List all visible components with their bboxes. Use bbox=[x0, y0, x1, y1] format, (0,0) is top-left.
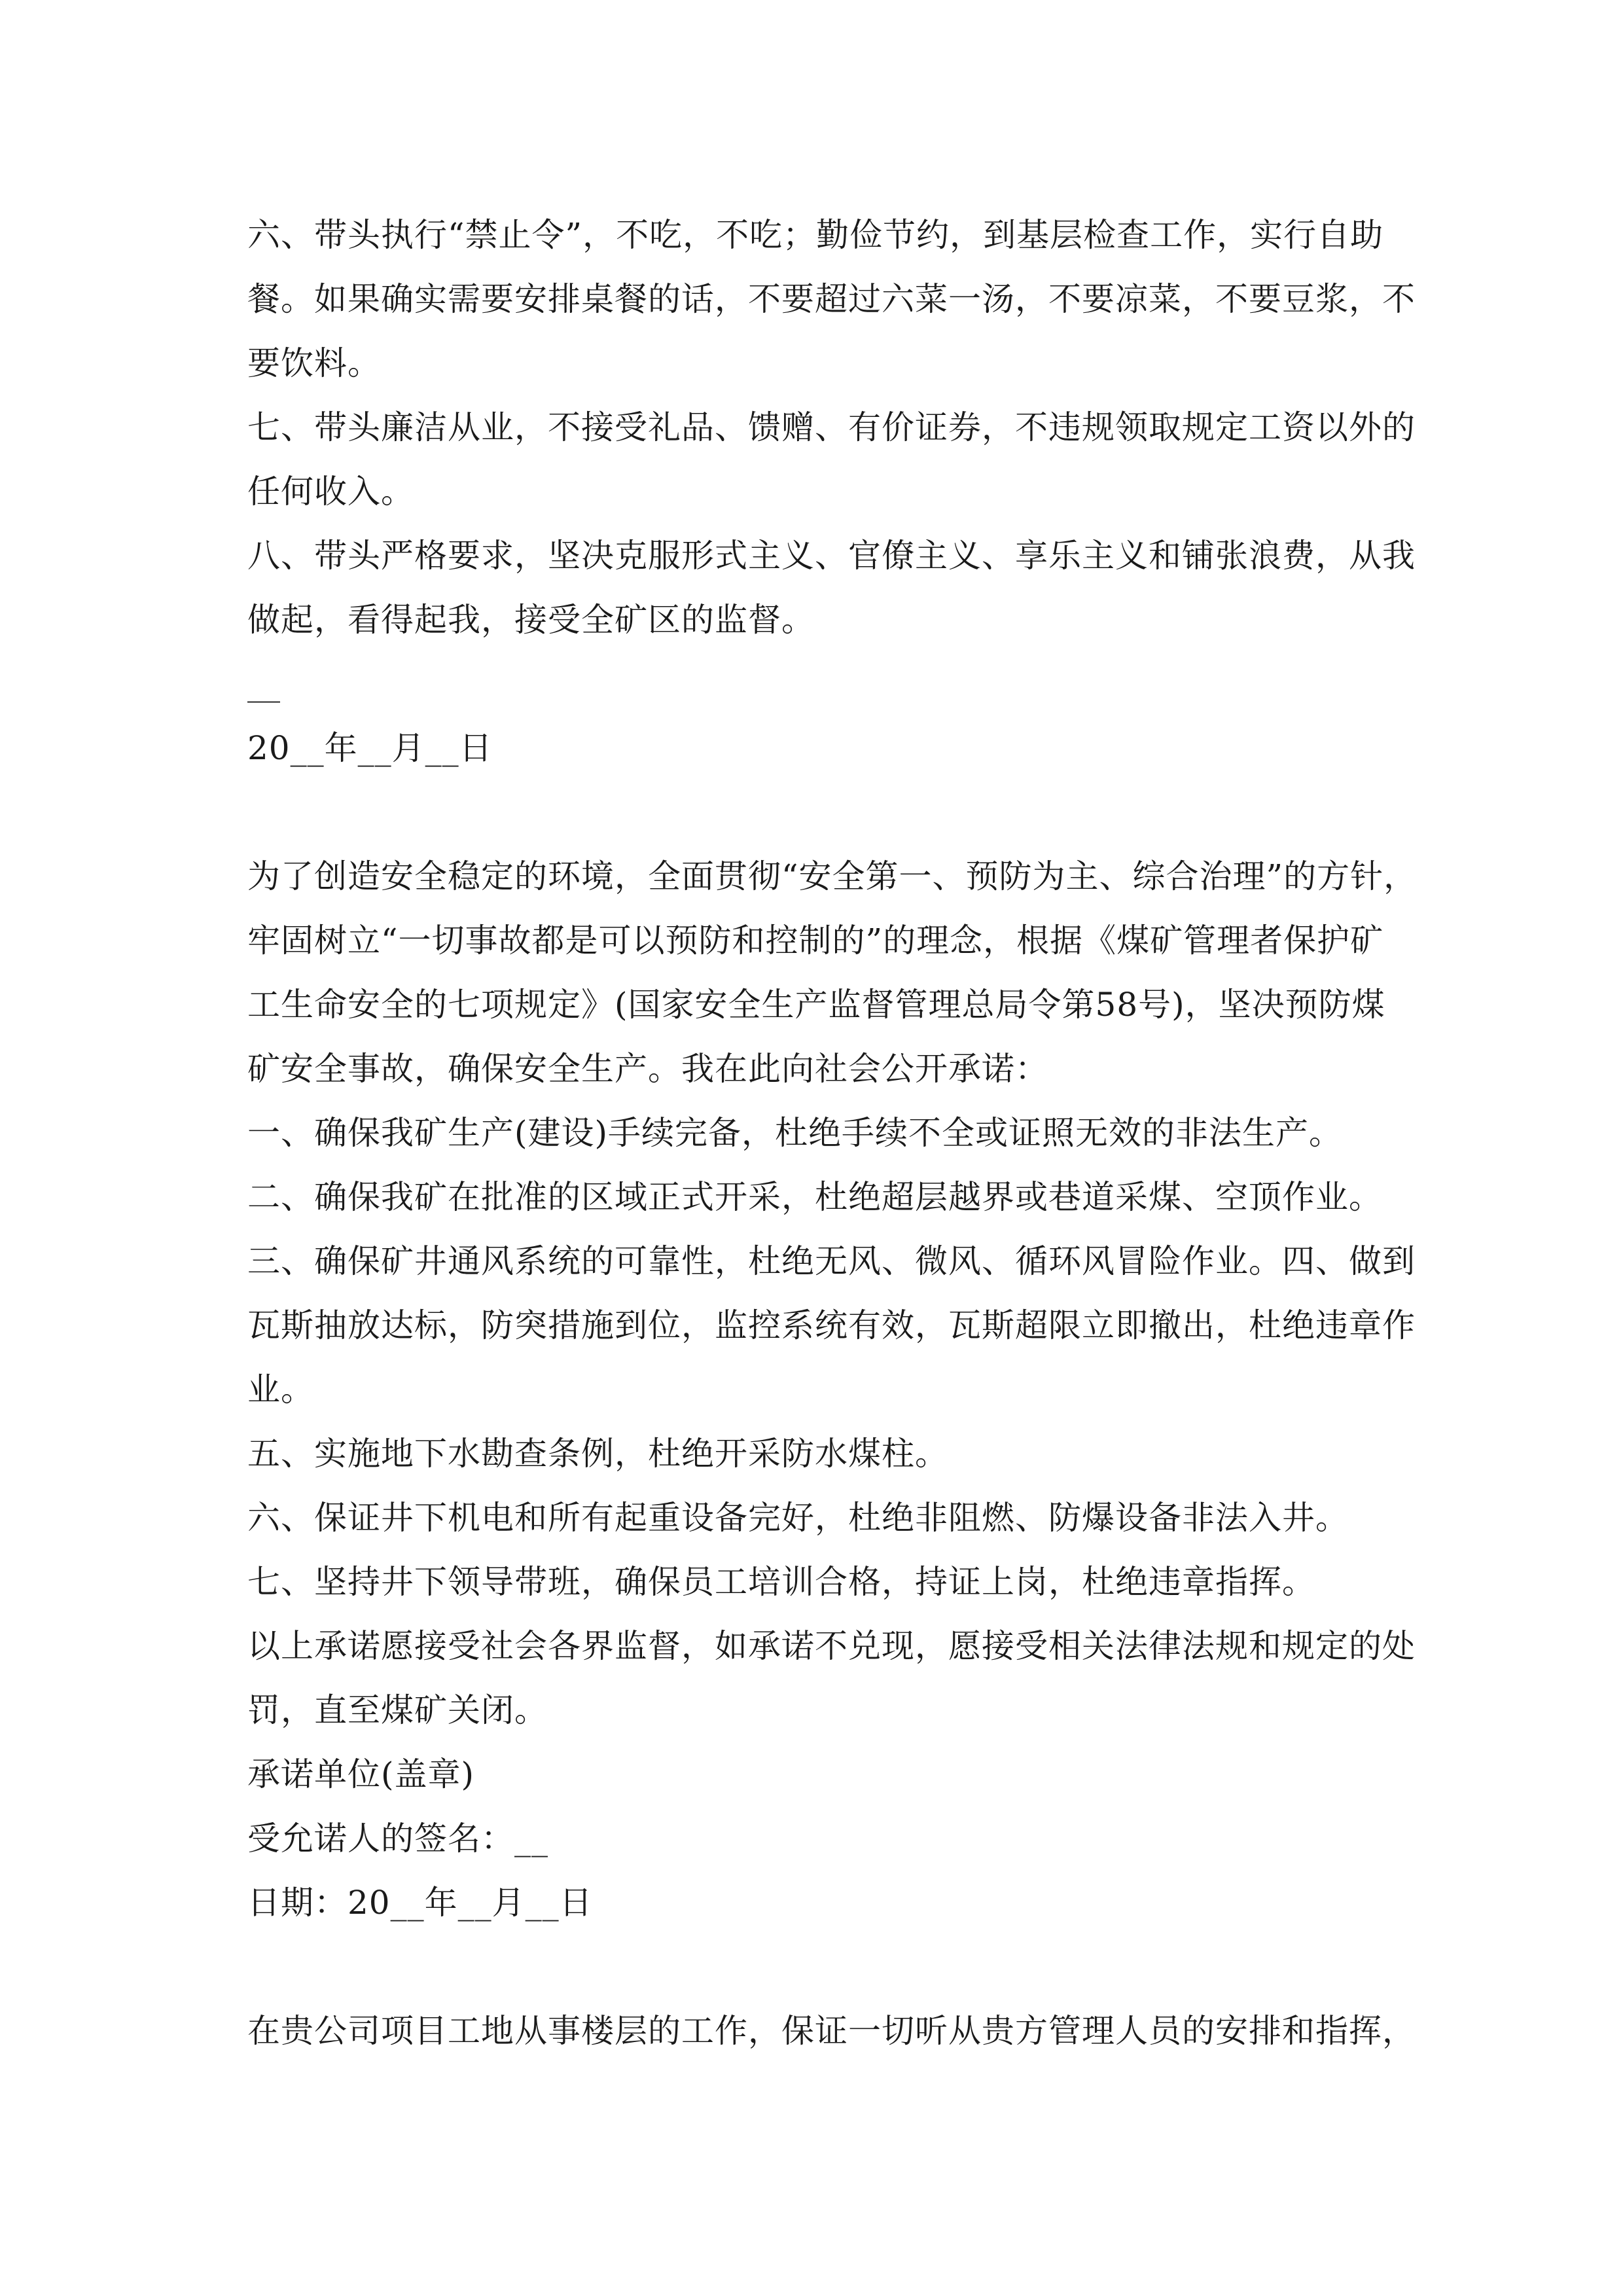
date-line: 日期：20__年__月__日 bbox=[247, 1884, 593, 1922]
paragraph-line: 六、带头执行“禁止令”，不吃，不吃；勤俭节约，到基层检查工作，实行自助 bbox=[247, 216, 1384, 254]
paragraph-line: 业。 bbox=[247, 1371, 314, 1408]
paragraph-line: 三、确保矿井通风系统的可靠性，杜绝无风、微风、循环风冒险作业。四、做到 bbox=[247, 1242, 1416, 1280]
paragraph-line: 为了创造安全稳定的环境，全面贯彻“安全第一、预防为主、综合治理”的方针， bbox=[247, 857, 1418, 895]
paragraph-line: 牢固树立“一切事故都是可以预防和控制的”的理念，根据《煤矿管理者保护矿 bbox=[247, 922, 1384, 960]
signature-blank: __ bbox=[247, 665, 280, 703]
paragraph-line: 瓦斯抽放达标，防突措施到位，监控系统有效，瓦斯超限立即撤出，杜绝违章作 bbox=[247, 1306, 1416, 1344]
paragraph-line: 工生命安全的七项规定》(国家安全生产监督管理总局令第58号)，坚决预防煤 bbox=[247, 986, 1385, 1024]
section-gap bbox=[247, 1935, 1399, 1999]
paragraph-line: 矿安全事故，确保安全生产。我在此向社会公开承诺： bbox=[247, 1050, 1048, 1088]
paragraph-line: 任何收入。 bbox=[247, 473, 414, 511]
paragraph-line: 在贵公司项目工地从事楼层的工作，保证一切听从贵方管理人员的安排和指挥， bbox=[247, 2012, 1416, 2050]
paragraph-line: 餐。如果确实需要安排桌餐的话，不要超过六菜一汤，不要凉菜，不要豆浆，不 bbox=[247, 280, 1416, 318]
paragraph-line: 以上承诺愿接受社会各界监督，如承诺不兑现，愿接受相关法律法规和规定的处 bbox=[247, 1627, 1416, 1665]
paragraph-line: 六、保证井下机电和所有起重设备完好，杜绝非阻燃、防爆设备非法入井。 bbox=[247, 1499, 1349, 1537]
paragraph-line: 要饮料。 bbox=[247, 344, 381, 382]
section-1 bbox=[247, 203, 1416, 780]
paragraph-line: 一、确保我矿生产(建设)手续完备，杜绝手续不全或证照无效的非法生产。 bbox=[247, 1114, 1343, 1152]
section-2 bbox=[247, 844, 1418, 1935]
paragraph-line: 罚，直至煤矿关闭。 bbox=[247, 1691, 548, 1729]
document-page bbox=[247, 203, 1418, 2063]
paragraph-line: 做起，看得起我，接受全矿区的监督。 bbox=[247, 601, 815, 639]
commitment-unit-label: 承诺单位(盖章) bbox=[247, 1755, 475, 1793]
section-3 bbox=[247, 1999, 1416, 2063]
signature-line: 受允诺人的签名：__ bbox=[247, 1820, 548, 1857]
paragraph-line: 七、带头廉洁从业，不接受礼品、馈赠、有价证券，不违规领取规定工资以外的 bbox=[247, 408, 1416, 446]
paragraph-line: 八、带头严格要求，坚决克服形式主义、官僚主义、享乐主义和铺张浪费，从我 bbox=[247, 537, 1416, 575]
section-gap bbox=[247, 780, 1399, 844]
paragraph-line: 七、坚持井下领导带班，确保员工培训合格，持证上岗，杜绝违章指挥。 bbox=[247, 1563, 1315, 1601]
paragraph-line: 二、确保我矿在批准的区域正式开采，杜绝超层越界或巷道采煤、空顶作业。 bbox=[247, 1178, 1382, 1216]
date-line: 20__年__月__日 bbox=[247, 729, 493, 767]
paragraph-line: 五、实施地下水勘查条例，杜绝开采防水煤柱。 bbox=[247, 1435, 948, 1473]
